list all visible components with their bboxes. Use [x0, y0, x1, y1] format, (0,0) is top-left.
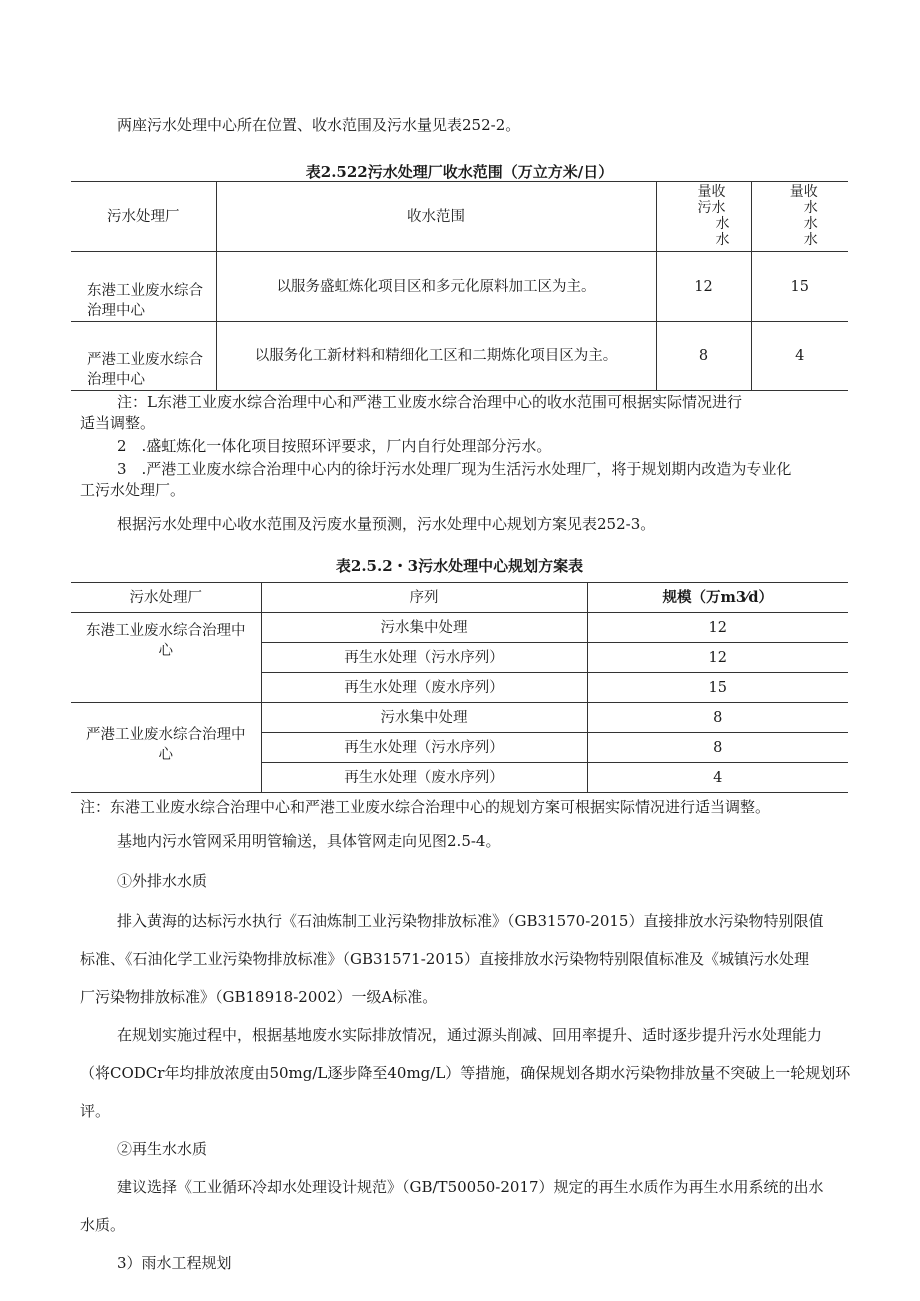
- table1-header-waste-line1: 量收: [789, 183, 818, 200]
- table2-cell-sequence: 再生水处理（污水序列）: [261, 643, 587, 673]
- table1-cell-sewage: 12: [656, 252, 751, 322]
- table2-cell-scale: 15: [587, 673, 848, 703]
- note1-line2: 适当调整。: [80, 414, 156, 432]
- table1-cell-range: 以服务盛虹炼化项目区和多元化原料加工区为主。: [216, 252, 656, 322]
- table2-cell-sequence: 再生水处理（废水序列）: [261, 673, 587, 703]
- table1-caption: 表2.522污水处理厂收水范围（万立方米/日）: [305, 163, 614, 181]
- paragraph-standards-line2: 标准、《石油化学工业污染物排放标准》（GB31571-2015）直接排放水污染物特别限值标准及《城镇污水处理: [80, 950, 809, 968]
- paragraph-reclaimed-line1: 建议选择《工业循环冷却水处理设计规范》（GB/T50050-2017）规定的再生水质作为再生水用系统的出水: [117, 1178, 824, 1196]
- table2-header-row: [71, 583, 848, 613]
- table2-cell-sequence: 污水集中处理: [261, 613, 587, 643]
- table1-header-sewage-line1: 量收: [697, 183, 726, 200]
- table2-header-scale: 规模（万m3⁄d）: [587, 583, 848, 613]
- note3-line2: 工污水处理厂。: [80, 481, 186, 499]
- note2: 2 .盛虹炼化一体化项目按照环评要求，厂内自行处理部分污水。: [117, 437, 552, 455]
- table2-cell-scale: 12: [587, 613, 848, 643]
- paragraph-pipe-network: 基地内污水管网采用明管输送，具体管网走向见图2.5-4。: [117, 832, 501, 850]
- table1-cell-waste: 4: [751, 322, 848, 391]
- table1-header-sewage-line4: 水: [715, 231, 730, 248]
- table1-header-waste: [751, 182, 848, 252]
- table2-cell-sequence: 再生水处理（污水序列）: [261, 733, 587, 763]
- table2-row: [71, 613, 848, 643]
- table1-header-range: 收水范围: [216, 182, 656, 252]
- table2-header-sequence: 序列: [261, 583, 587, 613]
- table1-row: [71, 252, 848, 322]
- table1-cell-waste: 15: [751, 252, 848, 322]
- heading-reclaimed-water-quality: ②再生水水质: [117, 1140, 208, 1158]
- note1-line1: 注：L东港工业废水综合治理中心和严港工业废水综合治理中心的收水范围可根据实际情况进行: [117, 393, 742, 411]
- paragraph-implementation-line1: 在规划实施过程中，根据基地废水实际排放情况，通过源头削减、回用率提升、适时逐步提升污水处理能力: [117, 1026, 823, 1044]
- table2-row: [71, 703, 848, 733]
- table2-plant-line1: 东港工业废水综合治理中: [86, 623, 246, 639]
- table2-caption: 表2.5.2・3污水处理中心规划方案表: [335, 557, 584, 575]
- table2-note: 注：东港工业废水综合治理中心和严港工业废水综合治理中心的规划方案可根据实际情况进行适当调整。: [80, 798, 771, 816]
- paragraph-implementation-line2: （将CODCr年均排放浓度由50mg/L逐步降至40mg/L）等措施，确保规划各期水污染物排放量不突破上一轮规划环: [80, 1064, 851, 1082]
- paragraph-standards-line3: 厂污染物排放标准》（GB18918-2002）一级A标准。: [80, 988, 438, 1006]
- table2-cell-sequence: 再生水处理（废水序列）: [261, 763, 587, 793]
- paragraph-standards-line1: 排入黄海的达标污水执行《石油炼制工业污染物排放标准》（GB31570-2015）直接排放水污染物特别限值: [117, 912, 824, 930]
- table2-plant-line2: 心: [158, 643, 173, 659]
- table2-plant-line2: 心: [158, 747, 173, 763]
- table2-cell-scale: 8: [587, 733, 848, 763]
- table1-header-sewage-line3: 水: [715, 215, 730, 232]
- table2-cell-scale: 4: [587, 763, 848, 793]
- table1: [71, 181, 848, 391]
- table1-header-sewage: [656, 182, 751, 252]
- table2-plant-line1: 严港工业废水综合治理中: [86, 727, 246, 743]
- table1-cell-sewage: 8: [656, 322, 751, 391]
- table1-cell-range: 以服务化工新材料和精细化工区和二期炼化项目区为主。: [216, 322, 656, 391]
- table1-cell-plant: 严港工业废水综合治理中心: [71, 322, 216, 391]
- table2-header-plant: 污水处理厂: [71, 583, 261, 613]
- paragraph-plan: 根据污水处理中心收水范围及污废水量预测，污水处理中心规划方案见表252-3。: [117, 515, 656, 533]
- table1-header-sewage-line2: 污水: [697, 199, 726, 216]
- table2-cell-plant-group: [71, 613, 261, 703]
- paragraph-reclaimed-line2: 水质。: [80, 1216, 126, 1234]
- table2-cell-sequence: 污水集中处理: [261, 703, 587, 733]
- table2-cell-scale: 12: [587, 643, 848, 673]
- table2: [71, 582, 848, 793]
- table2-cell-plant-group: [71, 703, 261, 793]
- table1-header-plant: 污水处理厂: [71, 182, 216, 252]
- table1-header-waste-line4: 水: [803, 231, 818, 248]
- table1-header-waste-line3: 水: [803, 215, 818, 232]
- intro-paragraph: 两座污水处理中心所在位置、收水范围及污水量见表252-2。: [117, 116, 521, 134]
- note3-line1: 3 .严港工业废水综合治理中心内的徐圩污水处理厂现为生活污水处理厂，将于规划期内改造为专业化: [117, 460, 792, 478]
- heading-discharge-quality: ①外排水水质: [117, 872, 208, 890]
- table1-header-row: [71, 182, 848, 252]
- heading-stormwater-planning: 3）雨水工程规划: [117, 1254, 232, 1272]
- table2-cell-scale: 8: [587, 703, 848, 733]
- table1-header-waste-line2: 水: [803, 199, 818, 216]
- table1-cell-plant: 东港工业废水综合治理中心: [71, 252, 216, 322]
- paragraph-implementation-line3: 评。: [80, 1102, 111, 1120]
- table1-row: [71, 322, 848, 391]
